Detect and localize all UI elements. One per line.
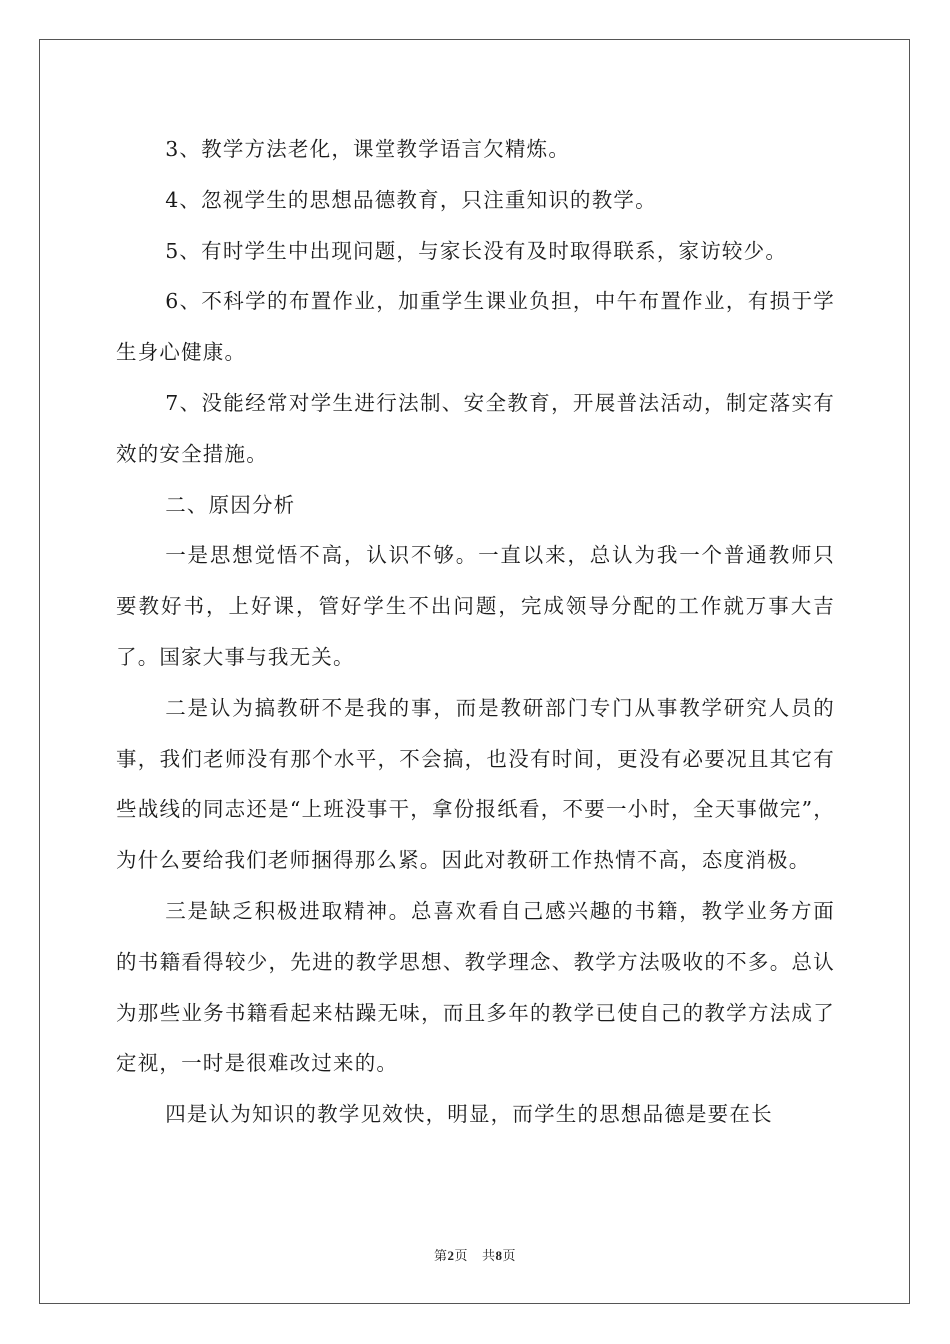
paragraph-item-5: 5、有时学生中出现问题，与家长没有及时取得联系，家访较少。 xyxy=(165,238,788,263)
section-heading: 二、原因分析 xyxy=(165,492,296,517)
total-pages: 8 xyxy=(495,1248,503,1263)
paragraph-item-6: 6、不科学的布置作业，加重学生课业负担，中午布置作业，有损于学生身心健康。 xyxy=(116,289,835,365)
page-number: 2 xyxy=(447,1248,455,1263)
document-body xyxy=(116,124,835,1140)
paragraph-item-3: 3、教学方法老化，课堂教学语言欠精炼。 xyxy=(165,137,571,161)
total-suffix: 页 xyxy=(502,1249,517,1264)
page-prefix: 第 xyxy=(433,1249,448,1264)
paragraph-reason-1: 一是思想觉悟不高，认识不够。一直以来，总认为我一个普通教师只要教好书，上好课，管好学生不出问题，完成领导分配的工作就万事大吉了。国家大事与我无关。 xyxy=(116,543,835,669)
paragraph-reason-2: 二是认为搞教研不是我的事，而是教研部门专门从事教学研究人员的事，我们老师没有那个水平，不会搞，也没有时间，更没有必要况且其它有些战线的同志还是“上班没事干，拿份报纸看，不要一小时，全天事做完”，为什么要给我们老师捆得那么紧。因此对教研工作热情不高，态度消极。 xyxy=(116,695,835,873)
page-suffix: 页 xyxy=(454,1249,468,1264)
total-prefix: 共 xyxy=(482,1249,496,1264)
paragraph-reason-3: 三是缺乏积极进取精神。总喜欢看自己感兴趣的书籍，教学业务方面的书籍看得较少，先进的教学思想、教学理念、教学方法吸收的不多。总认为那些业务书籍看起来枯躁无味，而且多年的教学已使自己的教学方法成了定视，一时是很难改过来的。 xyxy=(116,898,835,1076)
paragraph-item-4: 4、忽视学生的思想品德教育，只注重知识的教学。 xyxy=(165,187,657,212)
page-footer xyxy=(0,1247,950,1266)
paragraph-reason-4: 四是认为知识的教学见效快，明显，而学生的思想品德是要在长 xyxy=(165,1102,773,1127)
paragraph-item-7: 7、没能经常对学生进行法制、安全教育，开展普法活动，制定落实有效的安全措施。 xyxy=(116,390,835,466)
